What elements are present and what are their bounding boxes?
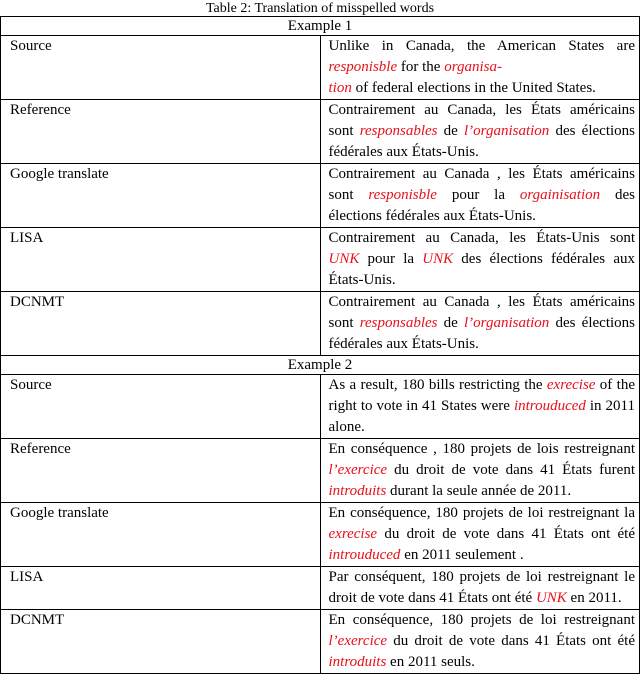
translation-text: Contrairement au Canada, les États américains sont responsables de l’organisation des élections fédérales aux États-Unis. [320,100,640,164]
table-row [1,503,640,567]
translation-text: En conséquence, 180 projets de loi restreignant l’exercice du droit de vote dans 41 États ont été introduits en 2011 seuls. [320,610,640,674]
system-label: DCNMT [1,292,321,356]
translation-text: Unlike in Canada, the American States are responisble for the organisa- tion of federal elections in the United States. [320,36,640,100]
translation-text: Par conséquent, 180 projets de loi restreignant le droit de vote dans 41 États ont été UNK en 2011. [320,567,640,610]
highlighted-word: UNK [535,590,567,606]
highlighted-word: l’organisation [464,123,550,139]
table-row [1,375,640,439]
highlighted-word: responsables [359,315,438,331]
highlighted-word: UNK [328,251,360,267]
system-label: LISA [1,228,321,292]
system-label: DCNMT [1,610,321,674]
highlighted-word: organisa- [444,59,502,75]
table-row [1,164,640,228]
translation-table [0,16,640,674]
translation-text: As a result, 180 bills restricting the exrecise of the right to vote in 41 States were introuduced in 2011 alone. [320,375,640,439]
table-row [1,439,640,503]
system-label: Reference [1,439,321,503]
example-heading: Example 1 [1,17,640,36]
highlighted-word: UNK [422,251,454,267]
highlighted-word: introuduced [513,398,586,414]
table-row [1,292,640,356]
table-row [1,228,640,292]
system-label: Reference [1,100,321,164]
table-row [1,36,640,100]
system-label: Source [1,36,321,100]
highlighted-word: tion [328,80,352,96]
table-row [1,100,640,164]
table-caption: Table 2: Translation of misspelled words [205,1,435,16]
highlighted-word: introduits [328,483,387,499]
highlighted-word: exrecise [328,526,378,542]
system-label: Google translate [1,503,321,567]
system-label: Google translate [1,164,321,228]
translation-text: En conséquence , 180 projets de lois restreignant l’exercice du droit de vote dans 41 États furent introduits durant la seule année de 2011. [320,439,640,503]
translation-text: En conséquence, 180 projets de loi restreignant la exrecise du droit de vote dans 41 États ont été introuduced en 2011 seulement . [320,503,640,567]
translation-text: Contrairement au Canada, les États-Unis sont UNK pour la UNK des élections fédérales aux États-Unis. [320,228,640,292]
system-label: Source [1,375,321,439]
translation-text: Contrairement au Canada , les États américains sont responisble pour la orgainisation des élections fédérales aux États-Unis. [320,164,640,228]
highlighted-word: responsables [359,123,438,139]
translation-text: Contrairement au Canada , les États américains sont responsables de l’organisation des élections fédérales aux États-Unis. [320,292,640,356]
system-label: LISA [1,567,321,610]
highlighted-word: introuduced [328,547,401,563]
example-heading-row [1,17,640,36]
highlighted-word: orgainisation [519,187,601,203]
highlighted-word: responisble [328,59,398,75]
table-row [1,567,640,610]
highlighted-word: responisble [368,187,437,203]
table-row [1,610,640,674]
highlighted-word: l’organisation [464,315,550,331]
highlighted-word: l’exercice [328,462,388,478]
highlighted-word: l’exercice [328,633,388,649]
example-heading-row [1,356,640,375]
table-body [1,17,640,674]
highlighted-word: exrecise [546,377,596,393]
example-heading: Example 2 [1,356,640,375]
highlighted-word: introduits [328,654,387,670]
